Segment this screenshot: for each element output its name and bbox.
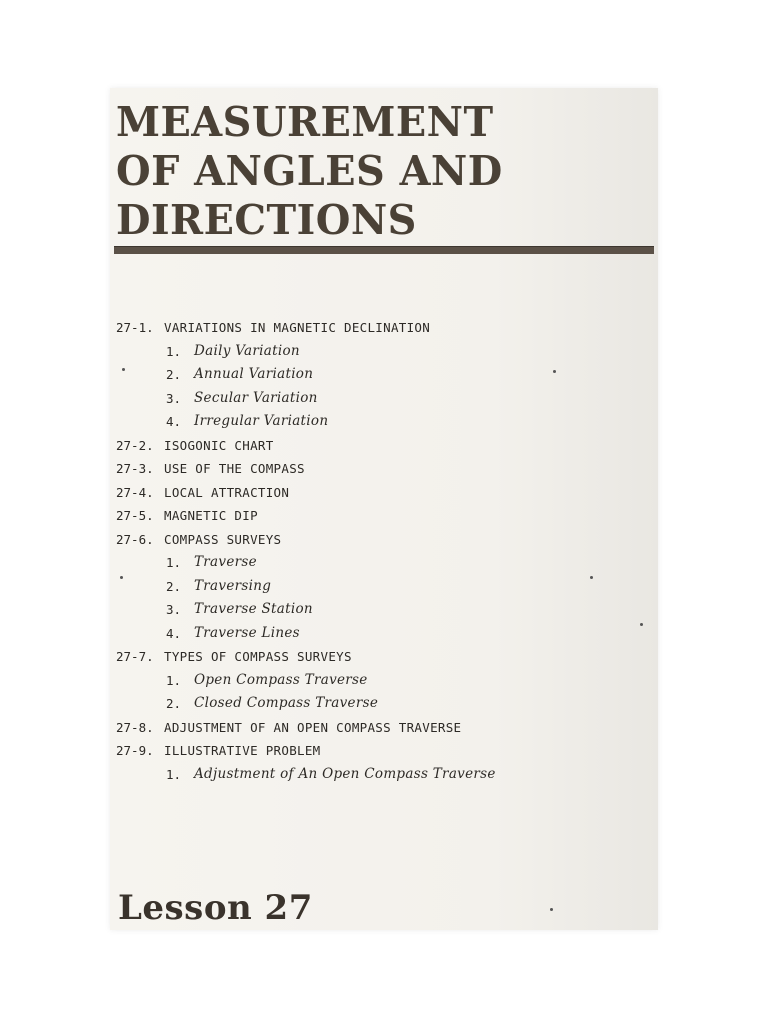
book-page [110,88,658,930]
chapter-title-line: OF ANGLES AND [116,147,503,195]
chapter-title-line: DIRECTIONS [116,196,417,244]
toc-number: 27-6. [116,531,154,547]
toc-subsection [116,551,636,575]
toc-text: Irregular Variation [194,413,329,429]
toc-text: ILLUSTRATIVE PROBLEM [164,743,321,758]
toc-number: 2. [166,578,182,594]
toc-subsection [116,340,636,364]
paper-speck [550,908,553,911]
paper-speck [122,368,125,371]
toc-number: 1. [166,766,182,782]
toc-number: 1. [166,672,182,688]
toc-text: COMPASS SURVEYS [164,531,282,547]
toc-text: MAGNETIC DIP [164,508,258,523]
toc-text: TYPES OF COMPASS SURVEYS [164,649,352,664]
paper-speck [640,623,643,626]
title-divider [114,246,654,254]
toc-number: 3. [166,390,182,406]
toc-number: 27-3. [116,461,154,476]
toc-text: Traverse Lines [194,624,300,641]
toc-text: Traversing [194,577,272,594]
toc-section [116,739,636,763]
toc-number: 1. [166,555,182,570]
toc-number: 27-8. [116,719,154,735]
toc-subsection [116,410,636,434]
table-of-contents [116,316,636,786]
toc-number: 27-1. [116,320,154,335]
toc-subsection [116,692,636,716]
toc-text: VARIATIONS IN MAGNETIC DECLINATION [164,320,431,335]
toc-section [116,316,636,340]
toc-text: Traverse [194,554,257,570]
paper-speck [553,370,556,373]
toc-subsection [116,575,636,599]
toc-number: 4. [166,414,182,429]
toc-section [116,504,636,528]
toc-text: USE OF THE COMPASS [164,461,305,476]
toc-text: LOCAL ATTRACTION [164,484,290,500]
toc-section [116,528,636,552]
toc-number: 2. [166,367,182,382]
toc-number: 27-7. [116,649,154,664]
chapter-title [116,98,620,245]
toc-number: 2. [166,696,182,711]
toc-text: Adjustment of An Open Compass Traverse [194,765,496,782]
toc-text: Open Compass Traverse [194,671,368,688]
toc-section [116,645,636,669]
toc-number: 3. [166,602,182,617]
toc-section [116,716,636,740]
paper-speck [120,576,123,579]
toc-subsection [116,387,636,411]
toc-number: 27-9. [116,743,154,758]
toc-section [116,481,636,505]
toc-number: 27-4. [116,484,154,500]
toc-subsection [116,622,636,646]
toc-subsection [116,763,636,787]
toc-number: 4. [166,625,182,641]
toc-text: Daily Variation [194,342,300,359]
chapter-title-line: MEASUREMENT [116,98,494,146]
toc-subsection [116,363,636,387]
toc-text: Traverse Station [194,601,313,617]
toc-section [116,457,636,481]
lesson-label: Lesson 27 [118,888,313,928]
toc-number: 27-2. [116,437,154,453]
toc-text: Secular Variation [194,389,318,406]
toc-number: 27-5. [116,508,154,523]
toc-text: Closed Compass Traverse [194,695,379,711]
toc-text: Annual Variation [194,366,314,382]
toc-subsection [116,598,636,622]
paper-speck [590,576,593,579]
toc-text: ADJUSTMENT OF AN OPEN COMPASS TRAVERSE [164,719,462,735]
toc-text: ISOGONIC CHART [164,437,274,453]
toc-section [116,434,636,458]
toc-number: 1. [166,343,182,359]
toc-subsection [116,669,636,693]
